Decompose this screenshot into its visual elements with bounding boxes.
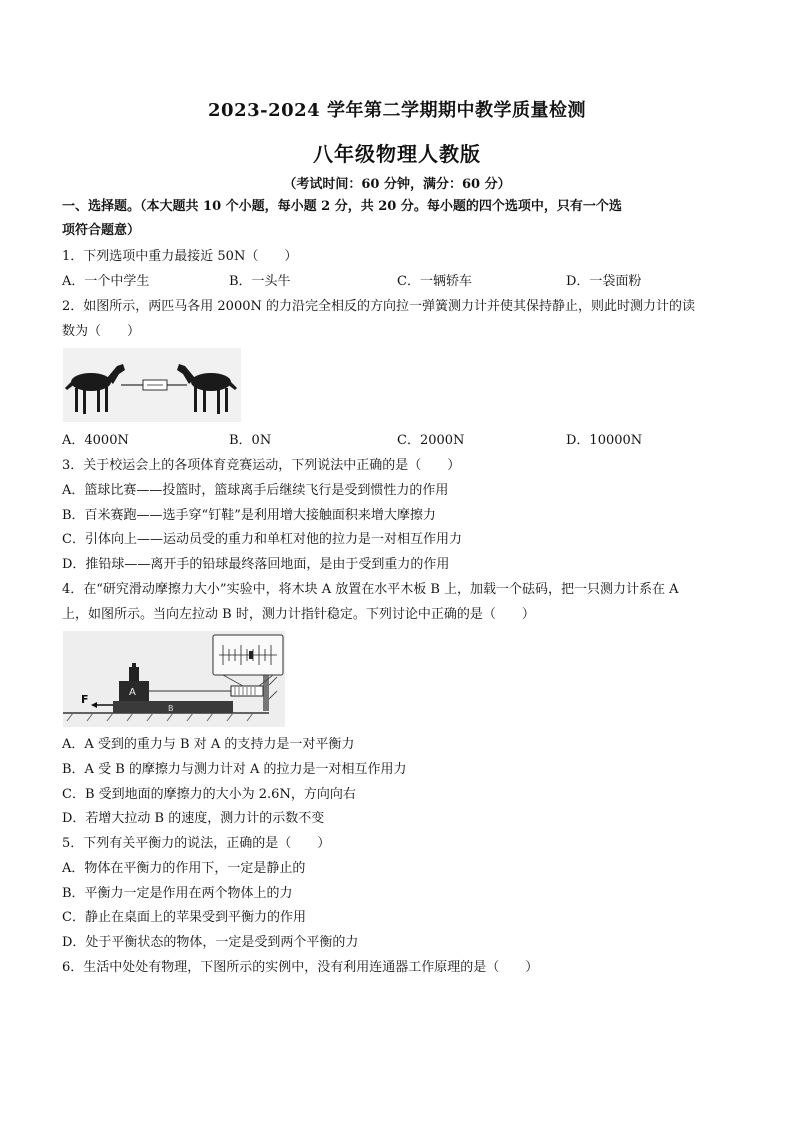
- question-5-option-c[interactable]: C．静止在桌面上的苹果受到平衡力的作用: [62, 910, 306, 925]
- question-3-option-c[interactable]: C．引体向上——运动员受的重力和单杠对他的拉力是一对相互作用力: [62, 532, 462, 547]
- question-4-option-a[interactable]: A．A 受到的重力与 B 对 A 的支持力是一对平衡力: [62, 737, 355, 752]
- question-5-option-b[interactable]: B．平衡力一定是作用在两个物体上的力: [62, 886, 293, 901]
- friction-experiment-figure: [63, 631, 285, 727]
- spring-scale-icon: [143, 380, 167, 390]
- exam-subtitle: 八年级物理人教版: [313, 142, 481, 166]
- section-heading-line2: 项符合题意）: [62, 223, 141, 238]
- scale-zoom-callout: [213, 635, 283, 675]
- question-2-option-c[interactable]: C．2000N: [397, 433, 465, 448]
- question-2-stem-line2: 数为（ ）: [62, 324, 141, 339]
- question-4-option-d[interactable]: D．若增大拉动 B 的速度，测力计的示数不变: [62, 811, 325, 826]
- question-5-option-d[interactable]: D．处于平衡状态的物体，一定是受到两个平衡的力: [62, 935, 359, 950]
- spring-scale-icon: [231, 686, 263, 696]
- weight-icon: [129, 667, 139, 681]
- question-1-option-c[interactable]: C．一辆轿车: [397, 274, 472, 289]
- board-b-label: B: [168, 704, 174, 713]
- force-label: F: [81, 693, 89, 706]
- question-1-option-d[interactable]: D．一袋面粉: [566, 274, 642, 289]
- question-1-option-a[interactable]: A．一个中学生: [62, 274, 150, 289]
- section-heading-line1: 一、选择题。（本大题共 10 个小题，每小题 2 分，共 20 分。每小题的四个选项中，只有一个选: [62, 199, 622, 214]
- question-4-stem-line2: 上，如图所示。当向左拉动 B 时，测力计指针稳定。下列讨论中正确的是（ ）: [62, 607, 535, 622]
- two-horses-figure: [63, 348, 241, 422]
- question-1-stem: 1．下列选项中重力最接近 50N（ ）: [62, 249, 298, 264]
- question-4-option-c[interactable]: C．B 受到地面的摩擦力的大小为 2.6N，方向向右: [62, 787, 356, 802]
- exam-info: （考试时间：60 分钟，满分：60 分）: [283, 177, 511, 192]
- block-a-label: A: [129, 687, 136, 698]
- question-2-option-b[interactable]: B．0N: [229, 433, 272, 448]
- question-3-stem: 3．关于校运会上的各项体育竞赛运动，下列说法中正确的是（ ）: [62, 458, 461, 473]
- question-6-stem: 6．生活中处处有物理，下图所示的实例中，没有利用连通器工作原理的是（ ）: [62, 960, 539, 975]
- question-3-option-d[interactable]: D．推铅球——离开手的铅球最终落回地面，是由于受到重力的作用: [62, 557, 450, 572]
- question-3-option-b[interactable]: B．百米赛跑——选手穿“钉鞋”是利用增大接触面积来增大摩擦力: [62, 508, 436, 523]
- question-2-option-d[interactable]: D．10000N: [566, 433, 643, 448]
- question-5-stem: 5．下列有关平衡力的说法，正确的是（ ）: [62, 836, 331, 851]
- question-2-option-a[interactable]: A．4000N: [62, 433, 129, 448]
- exam-title: 2023-2024 学年第二学期期中教学质量检测: [208, 100, 586, 121]
- question-1-option-b[interactable]: B．一头牛: [229, 274, 291, 289]
- question-5-option-a[interactable]: A．物体在平衡力的作用下，一定是静止的: [62, 861, 306, 876]
- question-2-stem-line1: 2．如图所示，两匹马各用 2000N 的力沿完全相反的方向拉一弹簧测力计并使其保持静止，则此时测力计的读: [62, 299, 695, 314]
- question-4-stem-line1: 4．在“研究滑动摩擦力大小”实验中，将木块 A 放置在水平木板 B 上，加载一个砝码，把一只测力计系在 A: [62, 582, 679, 597]
- question-3-option-a[interactable]: A．篮球比赛——投篮时，篮球离手后继续飞行是受到惯性力的作用: [62, 483, 449, 498]
- question-4-option-b[interactable]: B．A 受 B 的摩擦力与测力计对 A 的拉力是一对相互作用力: [62, 762, 407, 777]
